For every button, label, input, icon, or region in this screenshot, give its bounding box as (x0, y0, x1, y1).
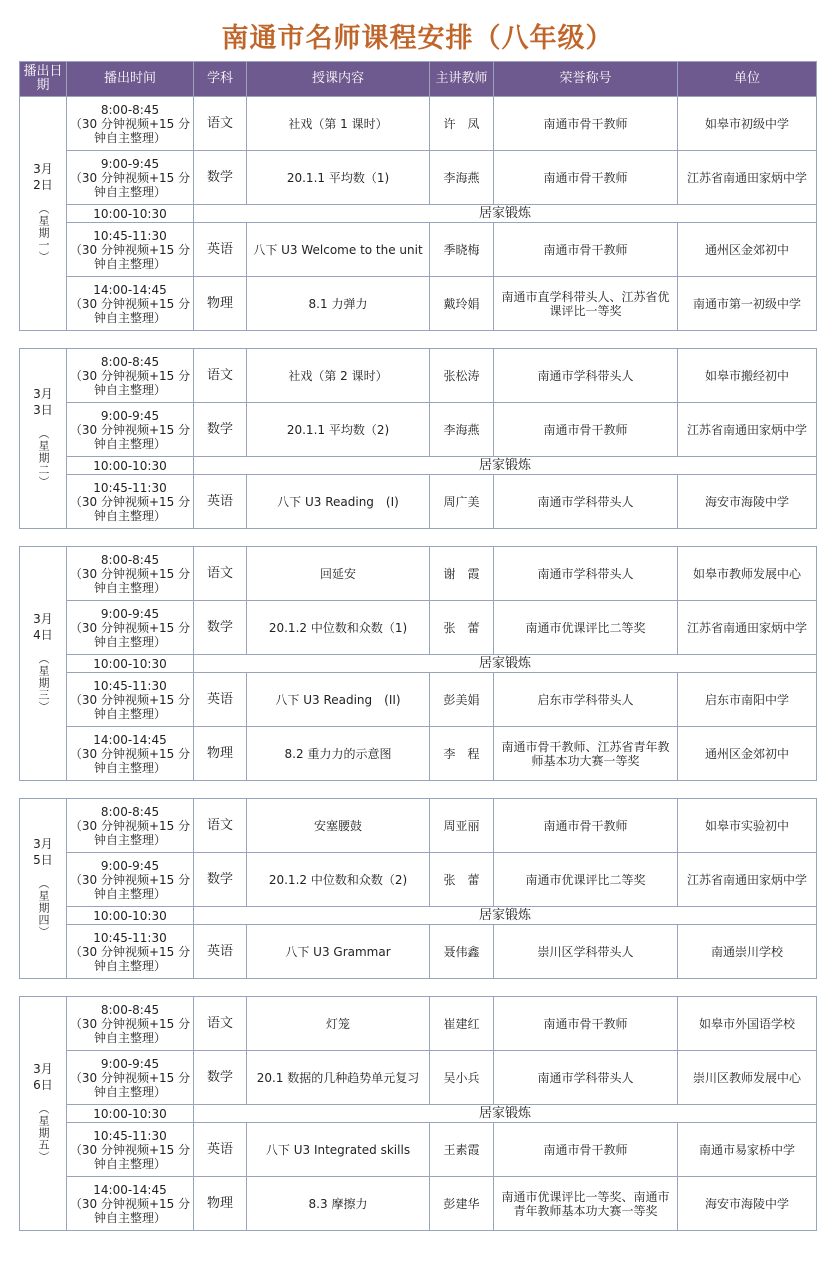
time-cell: 8:00-8:45 （30 分钟视频+15 分钟自主整理） (67, 349, 194, 403)
honor-cell: 南通市骨干教师、江苏省青年教师基本功大赛一等奖 (494, 727, 678, 781)
honor-cell: 南通市骨干教师 (494, 151, 678, 205)
table-row (20, 1051, 817, 1105)
content-cell: 20.1 数据的几种趋势单元复习 (247, 1051, 430, 1105)
teacher-cell: 周亚丽 (430, 799, 494, 853)
unit-cell: 如皋市实验初中 (678, 799, 817, 853)
content-cell: 八下 U3 Reading (II) (247, 673, 430, 727)
content-cell: 社戏（第 2 课时） (247, 349, 430, 403)
teacher-cell: 张 蕾 (430, 853, 494, 907)
subject-cell: 语文 (194, 349, 247, 403)
spacer-cell (20, 781, 817, 799)
table-row (20, 403, 817, 457)
content-cell: 八下 U3 Welcome to the unit (247, 223, 430, 277)
spacer-cell (20, 331, 817, 349)
subject-cell: 数学 (194, 151, 247, 205)
teacher-cell: 彭建华 (430, 1177, 494, 1231)
table-row (20, 547, 817, 601)
subject-cell: 语文 (194, 799, 247, 853)
unit-cell: 江苏省南通田家炳中学 (678, 151, 817, 205)
subject-cell: 物理 (194, 727, 247, 781)
content-cell: 8.3 摩擦力 (247, 1177, 430, 1231)
time-cell: 8:00-8:45 （30 分钟视频+15 分钟自主整理） (67, 997, 194, 1051)
time-cell: 9:00-9:45 （30 分钟视频+15 分钟自主整理） (67, 601, 194, 655)
honor-cell: 南通市学科带头人 (494, 1051, 678, 1105)
unit-cell: 通州区金郊初中 (678, 223, 817, 277)
table-row (20, 1177, 817, 1231)
content-cell: 20.1.1 平均数（2) (247, 403, 430, 457)
time-cell: 10:45-11:30 （30 分钟视频+15 分钟自主整理） (67, 475, 194, 529)
content-cell: 20.1.1 平均数（1) (247, 151, 430, 205)
header-content: 授课内容 (247, 62, 430, 97)
table-row (20, 223, 817, 277)
content-cell: 社戏（第 1 课时） (247, 97, 430, 151)
table-row (20, 925, 817, 979)
teacher-cell: 吴小兵 (430, 1051, 494, 1105)
page-title: 南通市名师课程安排（八年级） (221, 23, 614, 54)
teacher-cell: 李 程 (430, 727, 494, 781)
honor-cell: 南通市优课评比一等奖、南通市青年教师基本功大赛一等奖 (494, 1177, 678, 1231)
subject-cell: 数学 (194, 853, 247, 907)
time-cell: 10:45-11:30 （30 分钟视频+15 分钟自主整理） (67, 673, 194, 727)
content-cell: 20.1.2 中位数和众数（2) (247, 853, 430, 907)
content-cell: 安塞腰鼓 (247, 799, 430, 853)
day-spacer-row (20, 331, 817, 349)
header-teacher: 主讲教师 (430, 62, 494, 97)
unit-cell: 海安市海陵中学 (678, 1177, 817, 1231)
content-cell: 灯笼 (247, 997, 430, 1051)
subject-cell: 语文 (194, 97, 247, 151)
time-cell: 10:00-10:30 (67, 907, 194, 925)
unit-cell: 如皋市搬经初中 (678, 349, 817, 403)
schedule-table (19, 61, 817, 1231)
unit-cell: 如皋市外国语学校 (678, 997, 817, 1051)
time-cell: 9:00-9:45 （30 分钟视频+15 分钟自主整理） (67, 151, 194, 205)
subject-cell: 英语 (194, 673, 247, 727)
table-row (20, 1123, 817, 1177)
honor-cell: 南通市骨干教师 (494, 223, 678, 277)
honor-cell: 南通市学科带头人 (494, 349, 678, 403)
time-cell: 10:45-11:30 （30 分钟视频+15 分钟自主整理） (67, 925, 194, 979)
exercise-row (20, 205, 817, 223)
time-cell: 14:00-14:45 （30 分钟视频+15 分钟自主整理） (67, 727, 194, 781)
unit-cell: 启东市南阳中学 (678, 673, 817, 727)
time-cell: 9:00-9:45 （30 分钟视频+15 分钟自主整理） (67, 853, 194, 907)
content-cell: 8.2 重力力的示意图 (247, 727, 430, 781)
teacher-cell: 谢 霞 (430, 547, 494, 601)
table-row (20, 673, 817, 727)
time-cell: 14:00-14:45 （30 分钟视频+15 分钟自主整理） (67, 1177, 194, 1231)
teacher-cell: 王素霞 (430, 1123, 494, 1177)
teacher-cell: 崔建红 (430, 997, 494, 1051)
header-honor: 荣誉称号 (494, 62, 678, 97)
content-cell: 20.1.2 中位数和众数（1) (247, 601, 430, 655)
subject-cell: 语文 (194, 547, 247, 601)
content-cell: 回延安 (247, 547, 430, 601)
unit-cell: 通州区金郊初中 (678, 727, 817, 781)
table-row (20, 727, 817, 781)
header-row (20, 62, 817, 97)
time-cell: 8:00-8:45 （30 分钟视频+15 分钟自主整理） (67, 97, 194, 151)
subject-cell: 数学 (194, 403, 247, 457)
table-row (20, 601, 817, 655)
subject-cell: 数学 (194, 601, 247, 655)
time-cell: 10:00-10:30 (67, 1105, 194, 1123)
time-cell: 10:00-10:30 (67, 655, 194, 673)
subject-cell: 语文 (194, 997, 247, 1051)
unit-cell: 如皋市教师发展中心 (678, 547, 817, 601)
teacher-cell: 彭美娟 (430, 673, 494, 727)
teacher-cell: 张松涛 (430, 349, 494, 403)
unit-cell: 南通市易家桥中学 (678, 1123, 817, 1177)
weekday-label: （星期一） (37, 202, 50, 263)
table-row (20, 997, 817, 1051)
teacher-cell: 聂伟鑫 (430, 925, 494, 979)
unit-cell: 南通市第一初级中学 (678, 277, 817, 331)
exercise-cell: 居家锻炼 (194, 205, 817, 223)
unit-cell: 崇川区教师发展中心 (678, 1051, 817, 1105)
unit-cell: 南通崇川学校 (678, 925, 817, 979)
date-cell: 3月 3日 （星期二） (20, 349, 67, 529)
teacher-cell: 季晓梅 (430, 223, 494, 277)
time-cell: 14:00-14:45 （30 分钟视频+15 分钟自主整理） (67, 277, 194, 331)
time-cell: 10:45-11:30 （30 分钟视频+15 分钟自主整理） (67, 1123, 194, 1177)
exercise-cell: 居家锻炼 (194, 655, 817, 673)
time-cell: 9:00-9:45 （30 分钟视频+15 分钟自主整理） (67, 1051, 194, 1105)
date-cell: 3月 2日 （星期一） (20, 97, 67, 331)
honor-cell: 南通市优课评比二等奖 (494, 601, 678, 655)
subject-cell: 英语 (194, 1123, 247, 1177)
weekday-label: （星期三） (37, 652, 50, 713)
table-row (20, 277, 817, 331)
exercise-cell: 居家锻炼 (194, 1105, 817, 1123)
honor-cell: 启东市学科带头人 (494, 673, 678, 727)
time-cell: 8:00-8:45 （30 分钟视频+15 分钟自主整理） (67, 547, 194, 601)
subject-cell: 物理 (194, 1177, 247, 1231)
time-cell: 10:00-10:30 (67, 457, 194, 475)
exercise-row (20, 907, 817, 925)
unit-cell: 江苏省南通田家炳中学 (678, 601, 817, 655)
honor-cell: 南通市优课评比二等奖 (494, 853, 678, 907)
teacher-cell: 李海燕 (430, 403, 494, 457)
table-row (20, 799, 817, 853)
header-subject: 学科 (194, 62, 247, 97)
date-cell: 3月 4日 （星期三） (20, 547, 67, 781)
exercise-row (20, 655, 817, 673)
honor-cell: 南通市骨干教师 (494, 799, 678, 853)
day-spacer-row (20, 979, 817, 997)
day-spacer-row (20, 781, 817, 799)
subject-cell: 英语 (194, 475, 247, 529)
time-cell: 8:00-8:45 （30 分钟视频+15 分钟自主整理） (67, 799, 194, 853)
exercise-row (20, 1105, 817, 1123)
header-unit: 单位 (678, 62, 817, 97)
unit-cell: 江苏省南通田家炳中学 (678, 853, 817, 907)
teacher-cell: 许 凤 (430, 97, 494, 151)
honor-cell: 南通市直学科带头人、江苏省优课评比一等奖 (494, 277, 678, 331)
honor-cell: 南通市骨干教师 (494, 403, 678, 457)
spacer-cell (20, 979, 817, 997)
unit-cell: 海安市海陵中学 (678, 475, 817, 529)
subject-cell: 数学 (194, 1051, 247, 1105)
unit-cell: 江苏省南通田家炳中学 (678, 403, 817, 457)
subject-cell: 物理 (194, 277, 247, 331)
table-row (20, 97, 817, 151)
weekday-label: （星期二） (37, 427, 50, 488)
content-cell: 八下 U3 Reading (I) (247, 475, 430, 529)
date-cell: 3月 6日 （星期五） (20, 997, 67, 1231)
honor-cell: 南通市学科带头人 (494, 547, 678, 601)
exercise-cell: 居家锻炼 (194, 457, 817, 475)
weekday-label: （星期五） (37, 1102, 50, 1163)
weekday-label: （星期四） (37, 877, 50, 938)
content-cell: 8.1 力弹力 (247, 277, 430, 331)
spacer-cell (20, 529, 817, 547)
content-cell: 八下 U3 Grammar (247, 925, 430, 979)
table-row (20, 151, 817, 205)
teacher-cell: 李海燕 (430, 151, 494, 205)
date-cell: 3月 5日 （星期四） (20, 799, 67, 979)
header-date: 播出日期 (20, 62, 67, 97)
honor-cell: 南通市骨干教师 (494, 1123, 678, 1177)
table-row (20, 853, 817, 907)
honor-cell: 崇川区学科带头人 (494, 925, 678, 979)
exercise-cell: 居家锻炼 (194, 907, 817, 925)
honor-cell: 南通市骨干教师 (494, 97, 678, 151)
header-time: 播出时间 (67, 62, 194, 97)
time-cell: 10:45-11:30 （30 分钟视频+15 分钟自主整理） (67, 223, 194, 277)
honor-cell: 南通市骨干教师 (494, 997, 678, 1051)
time-cell: 10:00-10:30 (67, 205, 194, 223)
honor-cell: 南通市学科带头人 (494, 475, 678, 529)
subject-cell: 英语 (194, 925, 247, 979)
day-spacer-row (20, 529, 817, 547)
unit-cell: 如皋市初级中学 (678, 97, 817, 151)
subject-cell: 英语 (194, 223, 247, 277)
content-cell: 八下 U3 Integrated skills (247, 1123, 430, 1177)
time-cell: 9:00-9:45 （30 分钟视频+15 分钟自主整理） (67, 403, 194, 457)
teacher-cell: 张 蕾 (430, 601, 494, 655)
exercise-row (20, 457, 817, 475)
teacher-cell: 周广美 (430, 475, 494, 529)
table-row (20, 475, 817, 529)
teacher-cell: 戴玲娟 (430, 277, 494, 331)
table-row (20, 349, 817, 403)
